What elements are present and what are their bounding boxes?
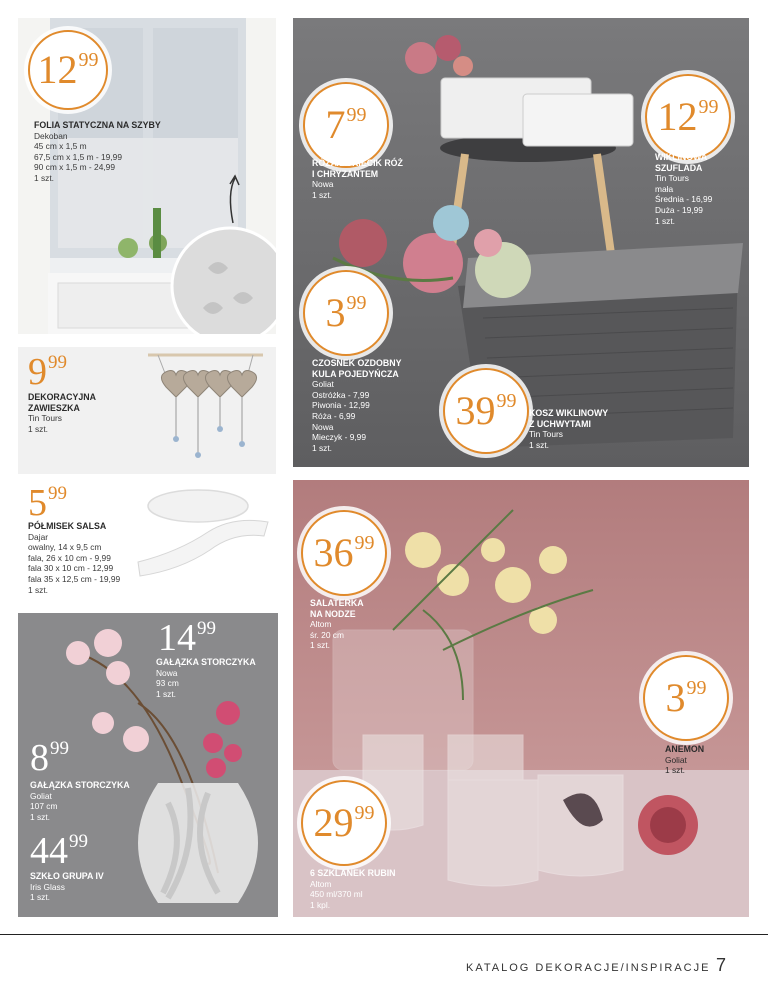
price-badge-roza: [303, 82, 389, 168]
desc-line: Nowa: [312, 421, 334, 432]
price-dec: 99: [50, 738, 69, 759]
desc-line: Nowa: [156, 667, 178, 678]
product-name: SALATERKA: [310, 598, 364, 608]
desc-line: Goliat: [665, 754, 687, 765]
footer-divider: [0, 934, 768, 935]
desc-line: 1 szt.: [28, 423, 49, 434]
price-badge-anemon: [643, 655, 729, 741]
product-name: KULA POJEDYŃCZA: [312, 368, 399, 379]
desc-line: 107 cm: [30, 801, 58, 812]
desc-storczyk2: [30, 780, 130, 822]
price-badge-kosz: [443, 368, 529, 454]
window-photo-panel: [18, 18, 276, 334]
desc-szklo: [30, 871, 104, 903]
desc-salaterka: [310, 598, 364, 651]
price-dec: 99: [354, 802, 375, 824]
desc-line: fala 35 x 12,5 cm - 19,99: [28, 573, 121, 584]
price-int: 12: [657, 94, 698, 139]
price-badge-szuflada: [645, 74, 731, 160]
desc-line: fala 30 x 10 cm - 12,99: [28, 563, 114, 574]
price-int: 9: [28, 351, 47, 393]
price-badge-czosnek: [303, 270, 389, 356]
price-dec: 99: [346, 104, 367, 126]
desc-line: Tin Tours: [655, 173, 689, 184]
price-dec: 99: [346, 292, 367, 314]
product-name: I CHRYZANTEM: [312, 168, 379, 179]
desc-roza: [312, 158, 403, 200]
desc-line: Dajar: [28, 531, 49, 542]
desc-zawieszka: [28, 392, 96, 434]
desc-line: Iris Glass: [30, 881, 65, 892]
price-int: 5: [28, 482, 47, 524]
product-name: CZOSNEK OZDOBNY: [312, 358, 402, 368]
desc-line: 1 szt.: [655, 215, 676, 226]
desc-line: Średnia - 16,99: [655, 194, 713, 205]
price-badge-folia: [28, 30, 108, 110]
desc-line: 1 szt.: [312, 442, 333, 453]
price-storczyk1: [158, 619, 216, 657]
desc-szuflada: [655, 152, 712, 226]
price-badge-salaterka: [301, 510, 387, 596]
desc-szklanki: [310, 868, 396, 910]
price-int: 39: [455, 388, 496, 433]
desc-line: Goliat: [30, 790, 52, 801]
desc-line: 67,5 cm x 1,5 m - 19,99: [34, 151, 122, 162]
product-name: GAŁĄZKA STORCZYKA: [30, 780, 130, 790]
desc-line: Altom: [310, 619, 332, 630]
desc-line: 45 cm x 1,5 m: [34, 141, 87, 152]
desc-storczyk1: [156, 657, 256, 699]
product-name: DEKORACYJNA: [28, 392, 96, 402]
product-name: KOSZ WIKLINOWY: [529, 408, 609, 418]
desc-line: 1 szt.: [665, 765, 686, 776]
price-int: 44: [30, 830, 68, 872]
desc-polmisek: [28, 521, 120, 595]
price-int: 12: [37, 47, 78, 92]
desc-line: 1 kpl.: [310, 899, 331, 910]
desc-line: Dekoban: [34, 130, 68, 141]
desc-line: 1 szt.: [30, 811, 51, 822]
desc-line: 1 szt.: [529, 439, 550, 450]
price-int: 29: [313, 800, 354, 845]
basket-photo-panel: [293, 18, 749, 467]
product-name: GAŁĄZKA STORCZYKA: [156, 657, 256, 667]
product-name: NA NODZE: [310, 608, 356, 619]
platter-panel: [18, 480, 280, 605]
price-dec: 99: [48, 483, 67, 504]
desc-line: Piwonia - 12,99: [312, 400, 370, 411]
desc-line: Duża - 19,99: [655, 204, 703, 215]
desc-folia: [34, 120, 161, 184]
price-storczyk2: [30, 739, 69, 777]
price-dec: 99: [496, 390, 517, 412]
desc-line: Mieczyk - 9,99: [312, 432, 366, 443]
desc-line: 1 szt.: [312, 189, 333, 200]
desc-line: 1 szt.: [156, 688, 177, 699]
price-dec: 99: [48, 352, 67, 373]
desc-kosz: [529, 408, 608, 450]
price-dec: 99: [69, 831, 88, 852]
price-int: 3: [325, 290, 346, 335]
product-name: FOLIA STATYCZNA NA SZYBY: [34, 120, 161, 130]
catalog-title: KATALOG DEKORACJE/INSPIRACJE: [466, 962, 711, 974]
desc-line: Nowa: [312, 179, 334, 190]
price-int: 36: [313, 530, 354, 575]
product-name: WIKLINOWA: [655, 152, 708, 162]
desc-line: Altom: [310, 878, 332, 889]
price-int: 3: [665, 675, 686, 720]
desc-line: Róża - 6,99: [312, 410, 356, 421]
desc-line: 1 szt.: [310, 640, 331, 651]
desc-line: 1 szt.: [34, 172, 55, 183]
price-dec: 99: [686, 677, 707, 699]
product-name: Z UCHWYTAMI: [529, 418, 591, 429]
desc-line: 1 szt.: [28, 584, 49, 595]
page-number: 7: [716, 955, 727, 975]
hanger-panel: [18, 347, 276, 474]
price-polmisek: [28, 484, 67, 522]
desc-line: 1 szt.: [30, 892, 51, 903]
desc-line: Goliat: [312, 379, 334, 390]
price-dec: 99: [698, 96, 719, 118]
desc-line: Ostróżka - 7,99: [312, 389, 370, 400]
desc-czosnek: [312, 358, 401, 453]
desc-line: 450 ml/370 ml: [310, 889, 363, 900]
product-name: ZAWIESZKA: [28, 402, 80, 413]
price-szklo: [30, 832, 88, 870]
price-int: 8: [30, 737, 49, 779]
desc-line: Tin Tours: [529, 429, 563, 440]
product-name: SZKŁO GRUPA IV: [30, 871, 104, 881]
desc-line: mała: [655, 183, 674, 194]
orchid-photo-panel: [18, 613, 278, 917]
product-name: SZUFLADA: [655, 162, 703, 173]
price-badge-szklanki: [301, 780, 387, 866]
desc-line: 93 cm: [156, 678, 179, 689]
desc-line: fala, 26 x 10 cm - 9,99: [28, 552, 111, 563]
desc-line: owalny, 14 x 9,5 cm: [28, 542, 102, 553]
price-int: 14: [158, 617, 196, 659]
product-name: PÓŁMISEK SALSA: [28, 521, 107, 531]
price-dec: 99: [78, 49, 99, 71]
product-name: 6 SZKLANEK RUBIN: [310, 868, 396, 878]
price-zawieszka: [28, 353, 67, 391]
product-name: RÓŻA/BUKIECIK RÓŻ: [312, 158, 403, 168]
glassware-photo-panel: [293, 480, 749, 917]
desc-line: śr. 20 cm: [310, 629, 344, 640]
product-name: ANEMON: [665, 744, 705, 754]
desc-line: 90 cm x 1,5 m - 24,99: [34, 162, 115, 173]
desc-anemon: [665, 744, 704, 776]
desc-line: Tin Tours: [28, 413, 62, 424]
price-dec: 99: [197, 618, 216, 639]
price-dec: 99: [354, 532, 375, 554]
price-int: 7: [325, 102, 346, 147]
